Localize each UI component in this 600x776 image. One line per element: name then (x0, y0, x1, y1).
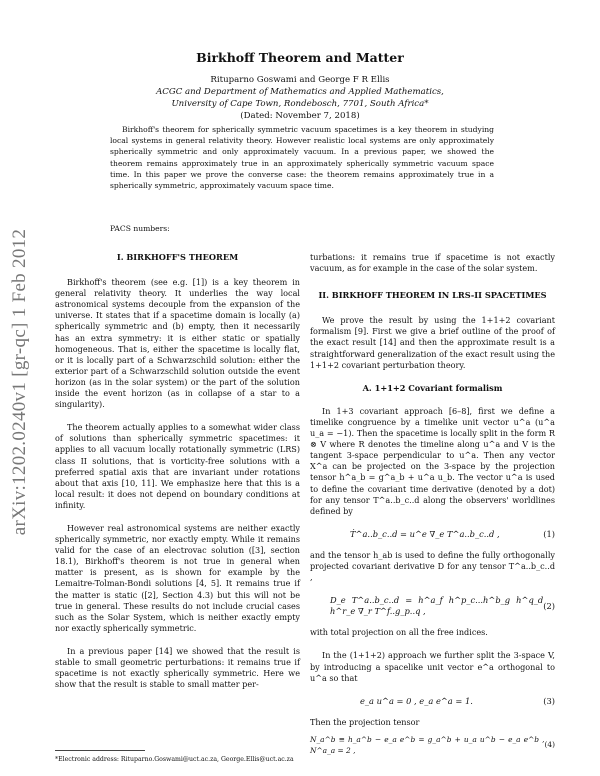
paragraph: In 1+3 covariant approach [6–8], first we define a timelike congruence by a timelike unit vector u^a (u^a u_a = −1). Then the spacetime is locally split in the form R ⊗ V where R denotes the timeline along u^a and V is the tangent 3-space perpendicular to u^a. Then any vector X^a can be projected on the 3-space by the projection tensor h^a_b = g^a_b + u^a u_b. The vector u^a is used to define the covariant time derivative (denoted by a dot) for any tensor T^a..b_c..d along the observers' worldlines defined by (310, 405, 555, 516)
left-column (55, 252, 300, 702)
footnote: *Electronic address: Rituparno.Goswami@uct.ac.za, George.Ellis@uct.ac.za (55, 756, 294, 763)
equation-number: (4) (544, 740, 555, 750)
paragraph: and the tensor h_ab is used to define the fully orthogonally projected covariant derivative D for any tensor T^a..b_c..d , (310, 549, 555, 583)
paragraph: However real astronomical systems are neither exactly spherically symmetric, nor exactly empty. While it remains valid for the case of an electrovac solution ([3], section 18.1), Birkhoff's theorem is not true in general when matter is present, as is shown for example by the Lemaitre-Tolman-Bondi solutions [4, 5]. It remains true if the matter is static ([2], Section 4.3) but this will not be true in general. These results do not include crucial cases such as the Solar System, which is neither exactly empty nor exactly spherically symmetric. (55, 522, 300, 633)
equation-body: Ṫ^a..b_c..d = u^e ∇_e T^a..b_c..d , (350, 528, 500, 539)
paper-title: Birkhoff Theorem and Matter (196, 50, 404, 65)
equation-number: (1) (543, 528, 555, 539)
date: (Dated: November 7, 2018) (240, 111, 360, 121)
section-heading-1: I. BIRKHOFF'S THEOREM (116, 252, 239, 262)
paragraph: In the (1+1+2) approach we further split the 3-space V, by introducing a spacelike unit vector e^a orthogonal to u^a so that (310, 650, 555, 683)
right-column (310, 252, 555, 766)
section-heading-2: II. BIRKHOFF THEOREM IN LRS-II SPACETIMES (318, 290, 547, 301)
abstract-text: Birkhoff's theorem for spherically symmetric vacuum spacetimes is a key theorem in studying local systems in general relativity theory. However realistic local systems are only approximately spherically symmetric and only approximately vacuum. In a previous paper, we showed the theorem remains approximately true in an approximately spherically symmetric vacuum space time. In this paper we prove the converse case: the theorem remains approximately true in a spherically symmetric, approximately vacuum space time. (110, 125, 494, 191)
paragraph: In a previous paper [14] we showed that the result is stable to small geometric perturbations: it remains true if spacetime is not exactly spherically symmetric. Here we show that the result is stable to small matter per- (55, 645, 300, 690)
equation-4 (310, 734, 555, 756)
author-block (0, 74, 600, 122)
arxiv-identifier: arXiv:1202.0240v1 [gr-qc] 1 Feb 2012 (9, 228, 31, 536)
equation-2 (310, 595, 555, 617)
paragraph: with total projection on all the free indices. (310, 627, 488, 638)
paragraph: Then the projection tensor (310, 716, 420, 727)
equation-number: (3) (543, 695, 555, 706)
equation-body: N_a^b ≡ h_a^b − e_a e^b = g_a^b + u_a u^b − e_a e^b , N^a_a = 2 , (310, 734, 545, 755)
authors: Rituparno Goswami and George F R Ellis (210, 75, 390, 85)
affiliation-line-2: University of Cape Town, Rondebosch, 7701, South Africa* (171, 99, 429, 109)
equation-body: D_e T^a..b_c..d = h^a_f h^p_c...h^b_g h^q_d h^r_e ∇_r T^f..g_p..q , (330, 595, 544, 617)
subsection-heading: A. 1+1+2 Covariant formalism (362, 382, 503, 393)
equation-number: (2) (543, 600, 555, 611)
paragraph: turbations: it remains true if spacetime is not exactly vacuum, as for example in the case of the solar system. (310, 252, 555, 274)
footnote-rule (55, 750, 145, 751)
paragraph: The theorem actually applies to a somewhat wider class of solutions than spherically symmetric spacetimes: it applies to all vacuum locally rotationally symmetric (LRS) class II solutions, that is vorticity-free solutions with a preferred spatial axis that are invariant under rotations about that axis [10, 11]. We emphasize here that this is a local result: it does not depend on boundary conditions at infinity. (55, 422, 300, 510)
equation-1 (310, 529, 555, 540)
abstract (110, 124, 494, 191)
paragraph: Birkhoff's theorem (see e.g. [1]) is a key theorem in general relativity theory. It underlies the way local astronomical systems decouple from the expansion of the universe. It states that if a spacetime domain is locally (a) spherically symmetric and (b) empty, then it necessarily has an extra symmetry: it is either static or spatially homogeneous. That is, either the spacetime is locally flat, or it is locally part of a Schwarzschild solution: either the exterior part of a Schwarzschild solution outside the event horizon (as in the solar system) or the part of the solution inside the event horizon (as in collapse of a star to a singularity). (55, 277, 300, 410)
equation-body: e_a u^a = 0 , e_a e^a = 1. (360, 695, 473, 706)
equation-3 (310, 696, 555, 707)
pacs-numbers: PACS numbers: (110, 224, 170, 233)
paragraph: We prove the result by using the 1+1+2 covariant formalism [9]. First we give a brief outline of the proof of the exact result [14] and then the approximate result is a straightforward generalization of the exact result using the 1+1+2 covariant perturbation theory. (310, 315, 555, 370)
affiliation-line-1: ACGC and Department of Mathematics and Applied Mathematics, (156, 87, 444, 97)
